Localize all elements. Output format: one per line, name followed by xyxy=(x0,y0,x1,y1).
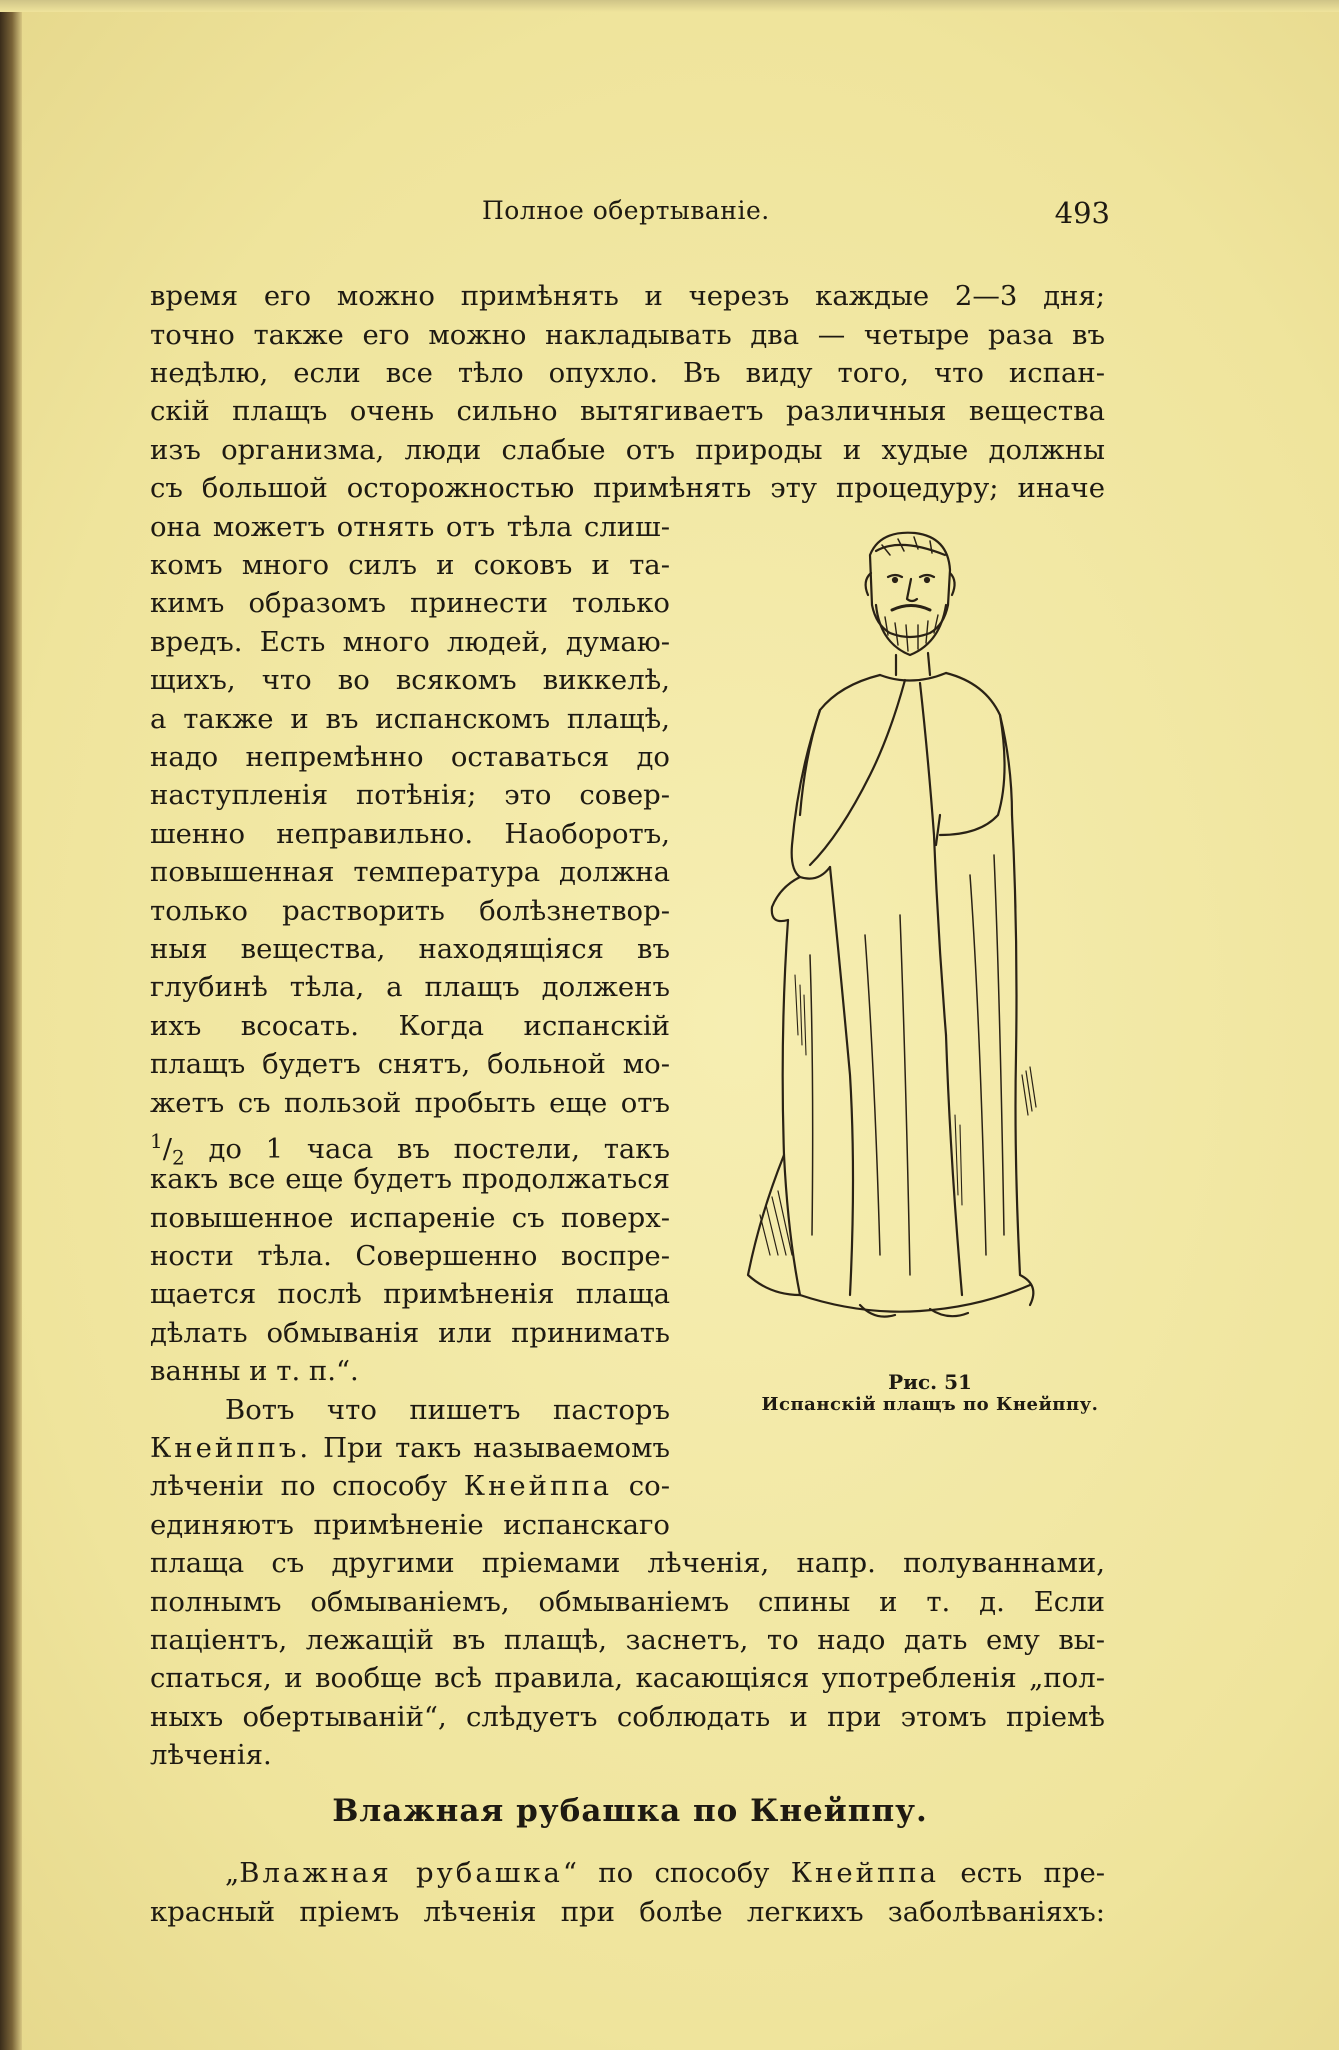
book-spine-shadow xyxy=(0,0,22,2050)
text-line: шенно неправильно. Наоборотъ, xyxy=(150,818,670,850)
text-line: ныя вещества, находящіяся въ xyxy=(150,933,670,965)
text-line: ности тѣла. Совершенно воспре- xyxy=(150,1240,670,1272)
page-number: 493 xyxy=(1054,196,1110,230)
spanish-cloak-illustration xyxy=(700,515,1060,1355)
text-line: вредъ. Есть много людей, думаю- xyxy=(150,626,670,658)
fraction-line-rest: до 1 часа въ постели, такъ xyxy=(184,1133,670,1166)
text-line: изъ организма, люди слабые отъ природы и худые должны xyxy=(150,434,1105,466)
text-line: жетъ съ пользой пробыть еще отъ xyxy=(150,1087,670,1119)
text-line: только растворить болѣзнетвор- xyxy=(150,895,670,927)
page-header xyxy=(150,196,1110,236)
fraction-denominator: 2 xyxy=(172,1145,185,1170)
text-line: глубинѣ тѣла, а плащъ долженъ xyxy=(150,971,670,1003)
text-line: кимъ образомъ принести только xyxy=(150,587,670,619)
author-name: Кнейппа xyxy=(463,1470,613,1502)
text-line: ванны и т. п.“. xyxy=(150,1355,359,1387)
text-line: дѣлать обмыванія или принимать xyxy=(150,1317,670,1349)
text-line: спаться, и вообще всѣ правила, касающіяся употребленія „пол- xyxy=(150,1662,1105,1694)
figure-label: Рис. 51 xyxy=(888,1370,972,1394)
page-top-edge xyxy=(0,0,1339,12)
author-name: Кнейппа xyxy=(790,1857,940,1889)
text-line: Вотъ что пишетъ пасторъ xyxy=(225,1394,670,1426)
text-line: она можетъ отнять отъ тѣла слиш- xyxy=(150,511,670,543)
text-line: ныхъ обертываній“, слѣдуетъ соблюдать и при этомъ пріемѣ xyxy=(150,1701,1105,1733)
text-line-fraction: $^1/_2$ до 1 часа въ постели, такъ xyxy=(150,1129,670,1170)
text-line: единяютъ примѣненіе испанскаго xyxy=(150,1509,670,1541)
text-line: недѣлю, если все тѣло опухло. Въ виду того, что испан- xyxy=(150,357,1105,389)
text-line: плащъ будетъ снятъ, больной мо- xyxy=(150,1048,670,1080)
text-line: ихъ всосать. Когда испанскій xyxy=(150,1010,670,1042)
text-line: красный пріемъ лѣченія при болѣе легкихъ заболѣваніяхъ: xyxy=(150,1896,1105,1928)
text-line: щихъ, что во всякомъ виккелѣ, xyxy=(150,664,670,696)
text-line: плаща съ другими пріемами лѣченія, напр. полуваннами, xyxy=(150,1547,1105,1579)
text-line: полнымъ обмываніемъ, обмываніемъ спины и т. д. Если xyxy=(150,1586,1105,1618)
text-line: наступленія потѣнія; это совер- xyxy=(150,779,670,811)
text-line: повышенная температура должна xyxy=(150,856,670,888)
text-line: паціентъ, лежащій въ плащѣ, заснетъ, то надо дать ему вы- xyxy=(150,1624,1105,1656)
text-line: лѣченія. xyxy=(150,1739,272,1771)
text-line: комъ много силъ и соковъ и та- xyxy=(150,549,670,581)
text-line: скій плащъ очень сильно вытягиваетъ различныя вещества xyxy=(150,395,1105,427)
figure-caption: Испанскій плащъ по Кнейппу. xyxy=(761,1394,1099,1415)
text-line: „Влажная рубашка“ по способу Кнейппа есть пре- xyxy=(225,1857,1106,1889)
text-line: лѣченіи по способу Кнейппа со- xyxy=(150,1470,670,1502)
text-line: точно также его можно накладывать два — четыре раза въ xyxy=(150,319,1105,351)
text-line: Кнейппъ. При такъ называемомъ xyxy=(150,1432,670,1464)
text-line: время его можно примѣнять и черезъ каждые 2—3 дня; xyxy=(150,280,1105,312)
text-line: какъ все еще будетъ продолжаться xyxy=(150,1163,670,1195)
text-line: надо непремѣнно оставаться до xyxy=(150,741,670,773)
text-line: щается послѣ примѣненія плаща xyxy=(150,1278,670,1310)
fraction-numerator: 1 xyxy=(150,1129,163,1153)
author-name: Кнейппъ. xyxy=(150,1432,312,1464)
section-title: Влажная рубашка по Кнейппу. xyxy=(332,1793,928,1829)
term-name: Влажная рубашка xyxy=(239,1857,563,1889)
running-head: Полное обертываніе. xyxy=(482,196,770,225)
text-line: а также и въ испанскомъ плащѣ, xyxy=(150,703,670,735)
text-line: повышенное испареніе съ поверх- xyxy=(150,1202,670,1234)
text-line: съ большой осторожностью примѣнять эту процедуру; иначе xyxy=(150,472,1105,504)
